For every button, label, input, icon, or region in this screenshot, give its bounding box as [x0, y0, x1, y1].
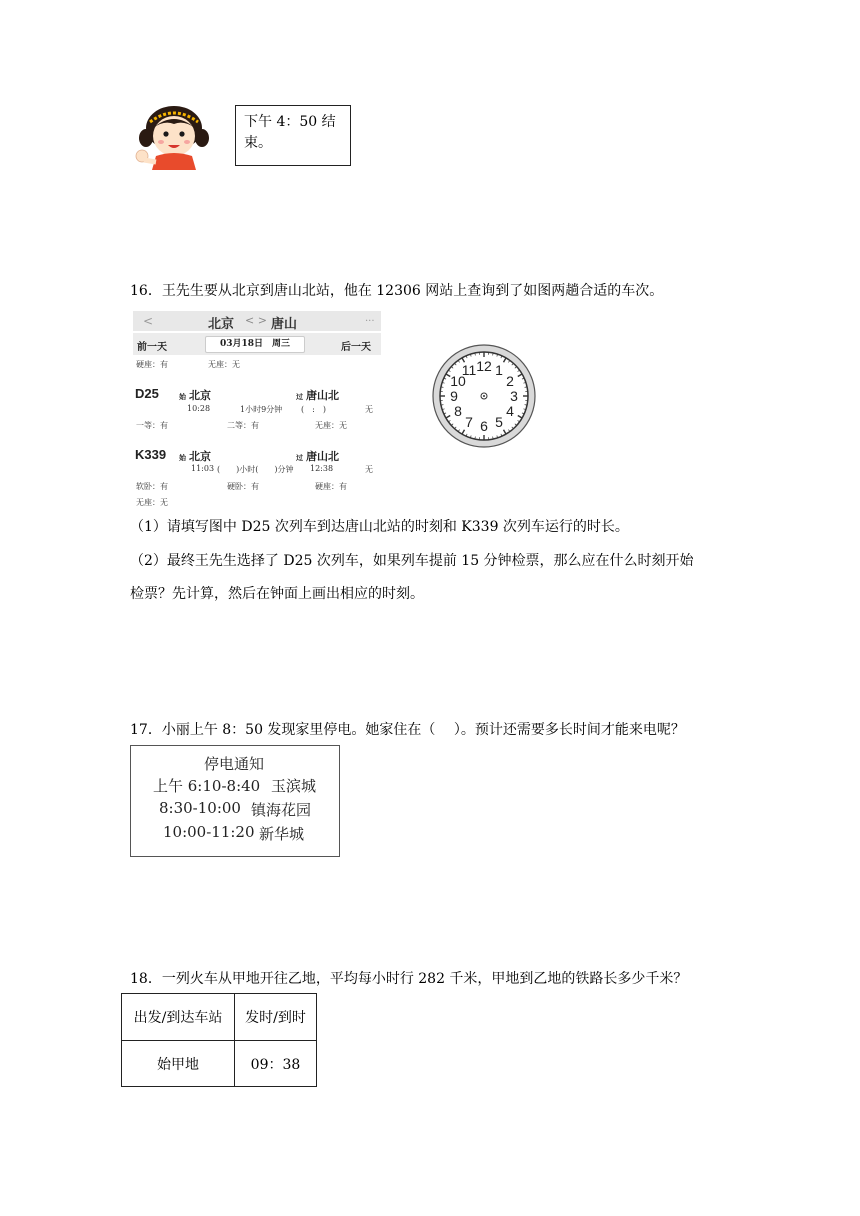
clock-number: 6 [480, 418, 488, 434]
speech-bubble-line2: 束。 [244, 135, 272, 151]
question-17-stem: 17．小丽上午 8：50 发现家里停电。她家住在（ ）。预计还需要多长时间才能来电呢？ [130, 722, 685, 738]
table-header-time: 发时/到时 [235, 994, 317, 1041]
more-icon: ... [365, 313, 375, 324]
table-header-row [122, 994, 317, 1041]
k339-code: K339 [135, 447, 167, 462]
clock-number: 1 [495, 362, 503, 379]
d25-seat-b: 二等：有 [227, 421, 259, 430]
d25-duration: 1小时9分钟 [240, 405, 283, 414]
d25-from [179, 387, 211, 403]
app-header [133, 311, 381, 331]
k339-depart: 11:03 [191, 464, 215, 473]
d25-seat-c: 无座：无 [315, 421, 347, 430]
k339-seat-b: 硬卧：有 [227, 482, 259, 491]
next-day-button: 后一天 [341, 342, 371, 353]
k339-pass-tag: 过 [296, 453, 303, 462]
swap-arrows-icon: < > [245, 314, 267, 327]
k339-to-station: 唐山北 [306, 450, 339, 463]
k339-arrive: 12:38 [310, 464, 334, 473]
notice-row-2-time: 8:30-10:00 [159, 799, 241, 817]
question-16-stem: 16．王先生要从北京到唐山北站，他在 12306 网站上查询到了如图两趟合适的车次。 [130, 283, 664, 299]
d25-from-station: 北京 [189, 389, 211, 402]
k339-from [179, 448, 211, 464]
clock-number: 8 [454, 403, 462, 419]
k339-from-station: 北京 [189, 450, 211, 463]
app-to-city: 唐山 [271, 317, 298, 332]
date-box: 03月18日 周三 [205, 336, 305, 353]
app-from-city: 北京 [208, 317, 235, 332]
question-16-part-2-line1: （2）最终王先生选择了 D25 次列车，如果列车提前 15 分钟检票，那么应在什么时刻开始 [130, 553, 694, 569]
notice-row-3-place: 新华城 [259, 825, 305, 843]
back-arrow-icon: < [143, 314, 154, 328]
d25-side: 无 [365, 405, 373, 414]
speech-bubble-line1: 下午 4：50 结 [244, 114, 336, 130]
d25-arrive: ( : ) [301, 405, 326, 414]
d25-seat-a: 一等：有 [136, 421, 168, 430]
train-app-screenshot [133, 311, 381, 508]
clock-number: 3 [510, 388, 518, 404]
clock-number: 11 [461, 362, 477, 379]
speech-bubble [235, 105, 351, 166]
k339-start-tag: 始 [179, 453, 186, 462]
table-cell-time: 09：38 [235, 1041, 317, 1087]
question-16-part-1: （1）请填写图中 D25 次列车到达唐山北站的时刻和 K339 次列车运行的时长。 [130, 519, 629, 535]
clock-number: 5 [495, 413, 503, 430]
table-row [122, 1041, 317, 1087]
train-timetable [121, 993, 317, 1087]
clock-number: 7 [465, 413, 473, 430]
table-cell-station: 始甲地 [122, 1041, 235, 1087]
question-18-stem: 18．一列火车从甲地开往乙地，平均每小时行 282 千米，甲地到乙地的铁路长多少千米？ [130, 971, 688, 987]
question-16-part-2-line2: 检票？先计算，然后在钟面上画出相应的时刻。 [130, 586, 424, 602]
clock-number: 2 [506, 373, 514, 389]
clock-face [431, 343, 537, 449]
clock-center-dot [483, 395, 485, 397]
notice-row-3-time: 10:00-11:20 [163, 823, 255, 841]
k339-seat-d: 无座：无 [136, 498, 168, 507]
top-seat-info: 硬座：有 无座：无 [136, 360, 240, 369]
clock-number: 9 [450, 388, 458, 404]
clock-number: 12 [476, 358, 492, 374]
notice-row-1-place: 玉滨城 [271, 777, 317, 795]
d25-to-station: 唐山北 [306, 389, 339, 402]
table-header-station: 出发/到达车站 [122, 994, 235, 1041]
clock-number: 10 [450, 373, 466, 389]
d25-start-tag: 始 [179, 392, 186, 401]
k339-seat-c: 硬座：有 [315, 482, 347, 491]
k339-to [296, 448, 339, 464]
k339-seat-a: 软卧：有 [136, 482, 168, 491]
d25-pass-tag: 过 [296, 392, 303, 401]
app-date-bar [133, 333, 381, 355]
prev-day-button: 前一天 [137, 342, 167, 353]
notice-row-1-time: 上午 6:10-8:40 [153, 777, 261, 795]
d25-to [296, 387, 339, 403]
d25-depart: 10:28 [187, 404, 211, 413]
k339-duration: ( )小时( )分钟 [217, 465, 294, 474]
notice-row-2-place: 镇海花园 [251, 801, 312, 819]
girl-illustration [134, 104, 226, 170]
k339-side: 无 [365, 465, 373, 474]
notice-title: 停电通知 [204, 755, 265, 773]
d25-code: D25 [135, 386, 159, 401]
clock-number: 4 [506, 403, 514, 419]
power-outage-notice [130, 745, 340, 857]
